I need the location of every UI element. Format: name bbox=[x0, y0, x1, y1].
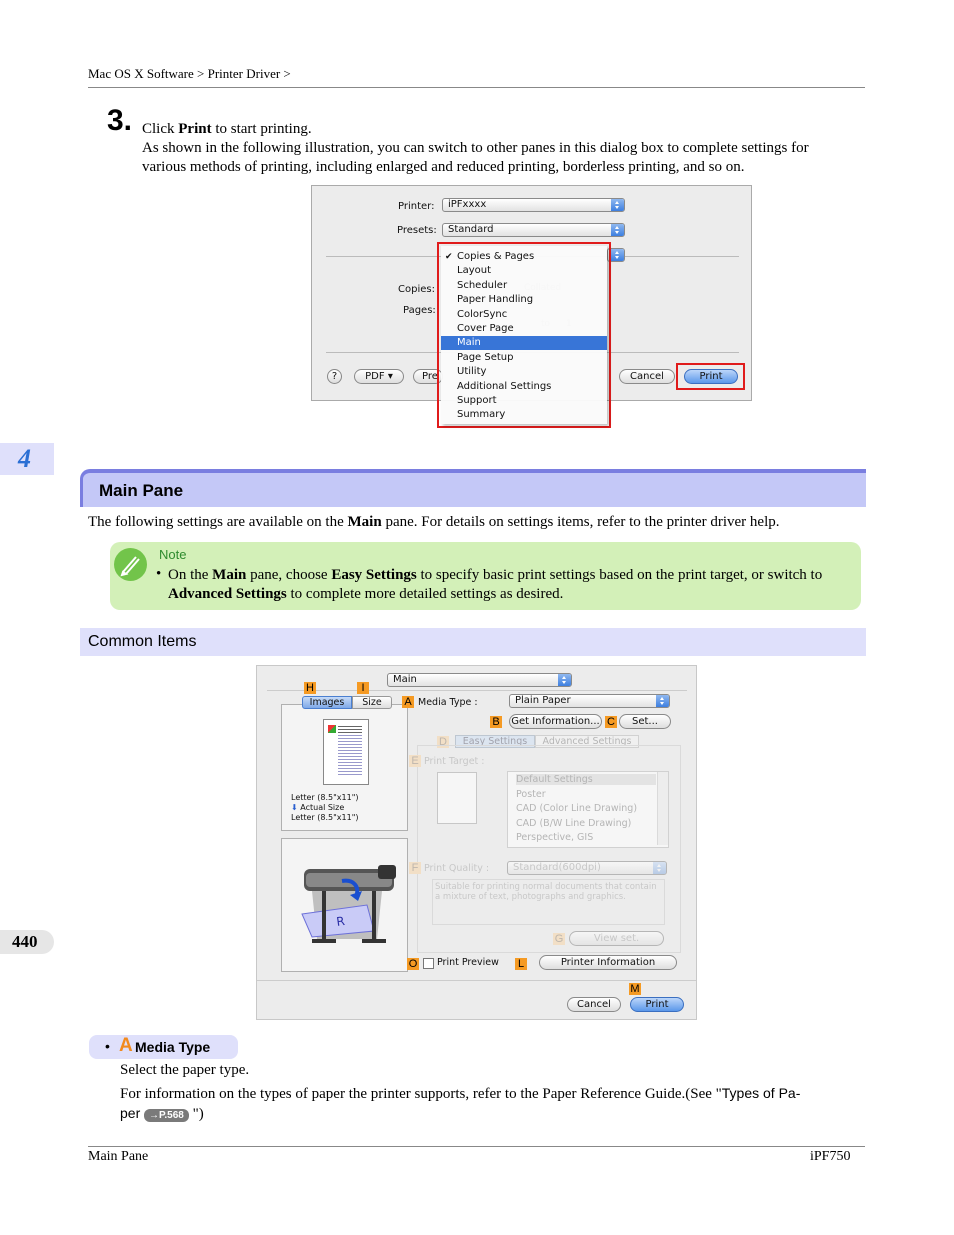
menu-item-label: Scheduler bbox=[457, 279, 508, 291]
pdf-button[interactable]: PDF ▾ bbox=[354, 369, 404, 384]
chapter-tab bbox=[0, 443, 54, 475]
tag-m: M bbox=[630, 983, 640, 995]
tag-c: C bbox=[605, 716, 617, 728]
menu-item-label: Utility bbox=[457, 366, 487, 378]
tag-f: F bbox=[409, 862, 421, 874]
note-label: Note bbox=[159, 547, 187, 562]
tab-advanced-settings[interactable]: Advanced Settings bbox=[535, 735, 639, 748]
easy-settings-area bbox=[407, 731, 679, 951]
menu-item-label: Layout bbox=[457, 265, 491, 277]
ref-link[interactable]: Types of Pa- bbox=[721, 1085, 801, 1101]
menu-item-label: ColorSync bbox=[457, 308, 508, 320]
presets-popup[interactable]: Standard bbox=[442, 223, 625, 237]
menu-item[interactable] bbox=[441, 279, 607, 293]
pane-menu bbox=[441, 246, 607, 424]
menu-item[interactable] bbox=[441, 264, 607, 278]
printer-label: Printer: bbox=[398, 201, 435, 212]
menu-item-label: Paper Handling bbox=[457, 294, 534, 306]
divider bbox=[257, 980, 696, 981]
media-type-desc: Select the paper type. bbox=[120, 1062, 250, 1078]
target-list-item[interactable]: Default Settings bbox=[516, 774, 656, 785]
tag-h: H bbox=[304, 682, 316, 694]
get-information-button[interactable]: Get Information... bbox=[509, 714, 602, 729]
tag-l: L bbox=[515, 958, 527, 970]
popup-arrow-icon bbox=[611, 249, 624, 261]
popup-arrow-icon bbox=[558, 674, 571, 686]
print-button-highlight bbox=[676, 363, 745, 390]
breadcrumb: Mac OS X Software > Printer Driver > bbox=[88, 66, 291, 81]
header-rule bbox=[88, 87, 865, 88]
pane-popup[interactable]: Main bbox=[387, 673, 572, 687]
view-set-button[interactable]: View set. bbox=[569, 931, 664, 946]
tab-images[interactable]: Images bbox=[302, 696, 352, 709]
tag-d: D bbox=[437, 736, 449, 748]
menu-item[interactable] bbox=[441, 394, 607, 408]
popup-arrow-icon bbox=[653, 862, 666, 874]
tab-easy-settings[interactable]: Easy Settings bbox=[455, 735, 535, 748]
target-list-item[interactable]: CAD (B/W Line Drawing) bbox=[516, 817, 632, 829]
pages-label: Pages: bbox=[403, 305, 436, 316]
popup-arrow-icon bbox=[656, 695, 669, 707]
preview-button[interactable]: Pre bbox=[413, 369, 443, 384]
divider bbox=[267, 690, 687, 691]
copies-label: Copies: bbox=[398, 284, 435, 295]
heading-title: Media Type bbox=[135, 1039, 211, 1055]
heading-bullet: • bbox=[105, 1038, 110, 1054]
tag-o: O bbox=[408, 958, 418, 970]
chapter-number: 4 bbox=[18, 444, 31, 473]
menu-item-label: Cover Page bbox=[457, 323, 514, 334]
footer-right: iPF750 bbox=[810, 1149, 851, 1164]
menu-item-label: Summary bbox=[457, 409, 506, 421]
svg-text:R: R bbox=[335, 913, 346, 929]
note-text: On the Main pane, choose Easy Settings to specify basic print settings based on the print target, or switch to Advanced Settings to complete more detailed settings as desired. bbox=[168, 567, 823, 602]
section-title: Main Pane bbox=[99, 481, 184, 500]
menu-item-label: Additional Settings bbox=[457, 380, 552, 392]
media-type-popup[interactable]: Plain Paper bbox=[509, 694, 670, 708]
menu-item[interactable] bbox=[441, 336, 607, 350]
media-type-heading bbox=[89, 1035, 238, 1059]
subsection-band bbox=[80, 628, 866, 656]
step-text: Click Print to start printing. As shown in the following illustration, you can switch to other panes in this dialog box to complete settings for various methods of printing, including enlarged and reduced printing, borderless printing, and so on. bbox=[142, 121, 809, 175]
intro-text: The following settings are available on the Main pane. For details on settings items, refer to the printer driver help. bbox=[88, 514, 780, 530]
printer-image-panel bbox=[281, 838, 408, 972]
scrollbar[interactable] bbox=[657, 772, 668, 845]
ref-link-cont[interactable]: per bbox=[120, 1105, 141, 1121]
target-list-item[interactable]: CAD (Color Line Drawing) bbox=[516, 803, 638, 814]
menu-item[interactable] bbox=[441, 322, 607, 336]
media-type-label: Media Type : bbox=[418, 697, 478, 708]
main-pane-screenshot bbox=[256, 665, 697, 1020]
print-quality-label: Print Quality : bbox=[424, 863, 490, 874]
page-ref-badge[interactable]: →P.568 bbox=[144, 1109, 189, 1122]
footer-rule bbox=[88, 1146, 865, 1147]
menu-item[interactable] bbox=[441, 365, 607, 379]
menu-item-label: Page Setup bbox=[457, 351, 514, 363]
checkmark-icon: ✔ bbox=[445, 252, 453, 262]
quality-description: Suitable for printing normal documents that contain a mixture of text, photographs and graphics. bbox=[432, 879, 665, 925]
cancel-button[interactable]: Cancel bbox=[619, 369, 675, 384]
target-list-item[interactable]: Poster bbox=[516, 788, 546, 800]
print-target-list bbox=[507, 771, 669, 848]
subsection-title: Common Items bbox=[88, 633, 197, 650]
page-preview-icon bbox=[323, 719, 369, 785]
media-type-ref: For information on the types of paper the printer supports, refer to the Paper Reference Guide.(See "Types of Pa- per →P.568 ") bbox=[120, 1085, 801, 1122]
tag-i: I bbox=[357, 682, 369, 694]
tag-e: E bbox=[409, 755, 421, 767]
target-preview-icon bbox=[437, 772, 477, 824]
page-number-tab bbox=[0, 930, 54, 954]
note-pencil-icon bbox=[114, 548, 147, 581]
menu-item[interactable] bbox=[441, 351, 607, 365]
note-box bbox=[110, 542, 861, 610]
presets-label: Presets: bbox=[397, 225, 437, 236]
menu-item[interactable] bbox=[441, 293, 607, 307]
print-preview-label: Print Preview bbox=[437, 957, 499, 968]
footer-left: Main Pane bbox=[88, 1149, 149, 1164]
menu-item[interactable] bbox=[441, 408, 607, 422]
cancel-button[interactable]: Cancel bbox=[567, 997, 621, 1012]
printer-information-button[interactable]: Printer Information bbox=[539, 955, 677, 970]
menu-item[interactable] bbox=[441, 250, 607, 264]
print-quality-popup[interactable]: Standard(600dpi) bbox=[507, 861, 667, 875]
tag-a: A bbox=[402, 696, 414, 708]
print-button[interactable]: Print bbox=[684, 369, 738, 384]
menu-item-label: Copies & Pages bbox=[457, 251, 535, 262]
note-bullet: • bbox=[156, 566, 162, 582]
print-button[interactable]: Print bbox=[630, 997, 684, 1012]
popup-arrow-icon bbox=[611, 224, 624, 236]
printer-icon bbox=[282, 839, 407, 971]
heading-letter: A bbox=[119, 1035, 133, 1056]
tag-g: G bbox=[554, 933, 564, 945]
printer-popup[interactable]: iPFxxxx bbox=[442, 198, 625, 212]
page-number: 440 bbox=[12, 932, 38, 951]
menu-item[interactable] bbox=[441, 380, 607, 394]
menu-item[interactable] bbox=[441, 308, 607, 322]
popup-arrow-icon bbox=[611, 199, 624, 211]
tab-size[interactable]: Size bbox=[352, 696, 392, 709]
section-band bbox=[80, 469, 866, 507]
menu-item-label: Main bbox=[457, 337, 481, 349]
print-preview-checkbox[interactable] bbox=[423, 958, 434, 969]
menu-item-label: Support bbox=[457, 395, 497, 406]
help-button[interactable]: ? bbox=[327, 369, 342, 384]
set-button[interactable]: Set... bbox=[619, 714, 671, 729]
pane-menu-highlight bbox=[437, 242, 611, 428]
size-info: Letter (8.5"x11") ⬇ Actual Size Letter (8.5"x11") bbox=[291, 793, 359, 822]
tag-b: B bbox=[490, 716, 502, 728]
print-target-label: Print Target : bbox=[424, 756, 485, 767]
target-list-item[interactable]: Perspective, GIS bbox=[516, 832, 594, 843]
step-number: 3. bbox=[107, 104, 133, 137]
